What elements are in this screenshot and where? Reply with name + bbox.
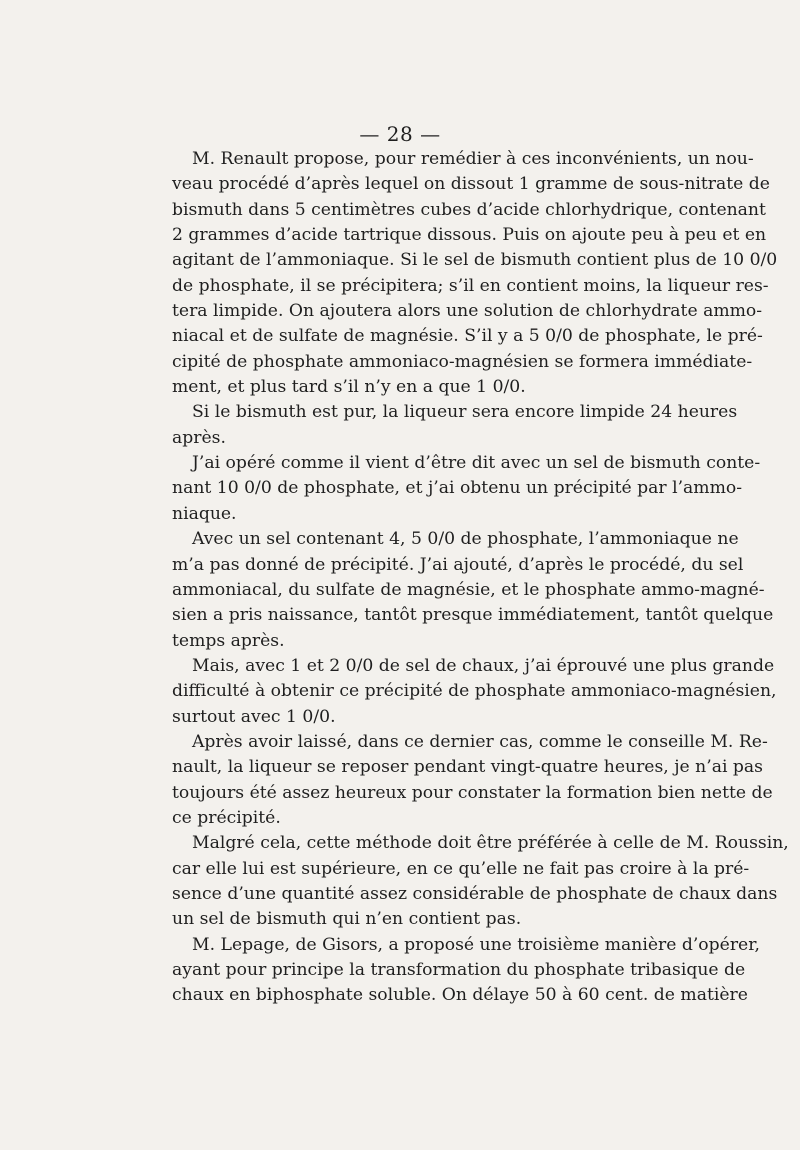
text-line: temps après. [172,630,285,651]
text-line: ce précipité. [172,807,281,828]
text-line: agitant de l’ammoniaque. Si le sel de bismuth contient plus de 10 0/0 [172,250,778,271]
text-line: toujours été assez heureux pour constater la formation bien nette de [172,782,773,803]
text-line: ment, et plus tard s’il n’y en a que 1 0/0. [172,377,526,398]
text-line: sence d’une quantité assez considérable de phosphate de chaux dans [172,883,778,904]
text-line: niacal et de sulfate de magnésie. S’il y a 5 0/0 de phosphate, le pré- [172,326,763,347]
text-line: un sel de bismuth qui n’en contient pas. [172,909,522,930]
text-line: bismuth dans 5 centimètres cubes d’acide chlorhydrique, contenant [172,199,766,220]
text-line: après. [172,427,226,448]
text-line: veau procédé d’après lequel on dissout 1 gramme de sous-nitrate de [172,174,770,195]
text-line: nant 10 0/0 de phosphate, et j’ai obtenu un précipité par l’ammo- [172,478,743,499]
text-line: surtout avec 1 0/0. [172,706,336,727]
text-line: nault, la liqueur se reposer pendant vingt-quatre heures, je n’ai pas [172,757,763,778]
text-line: M. Renault propose, pour remédier à ces inconvénients, un nou- [192,149,754,169]
text-line: J’ai opéré comme il vient d’être dit avec un sel de bismuth conte- [192,453,761,474]
text-line: cipité de phosphate ammoniaco-magnésien se formera immédiate- [172,351,753,372]
text-line: difficulté à obtenir ce précipité de phosphate ammoniaco-magnésien, [172,681,777,702]
text-line: chaux en biphosphate soluble. On délaye 50 à 60 cent. de matière [172,985,748,1006]
text-line: niaque. [172,503,237,524]
text-line: Malgré cela, cette méthode doit être préférée à celle de M. Roussin, [192,833,789,854]
body-text [172,147,789,1009]
text-line: m’a pas donné de précipité. J’ai ajouté, d’après le procédé, du sel [172,554,744,575]
text-line: ayant pour principe la transformation du phosphate tribasique de [172,960,746,980]
text-line: Si le bismuth est pur, la liqueur sera encore limpide 24 heures [192,402,738,423]
text-line: sien a pris naissance, tantôt presque immédiatement, tantôt quelque [172,605,774,626]
text-line: Mais, avec 1 et 2 0/0 de sel de chaux, j’ai éprouvé une plus grande [192,655,775,676]
text-line: M. Lepage, de Gisors, a proposé une troisième manière d’opérer, [192,934,761,955]
text-line: de phosphate, il se précipitera; s’il en contient moins, la liqueur res- [172,275,769,296]
text-line: ammoniacal, du sulfate de magnésie, et le phosphate ammo-magné- [172,579,765,600]
text-line: car elle lui est supérieure, en ce qu’elle ne fait pas croire à la pré- [172,858,750,879]
page-number: — 28 — [359,122,441,146]
text-line: tera limpide. On ajoutera alors une solution de chlorhydrate ammo- [172,301,763,322]
text-line: Avec un sel contenant 4, 5 0/0 de phosphate, l’ammoniaque ne [192,529,739,550]
text-line: 2 grammes d’acide tartrique dissous. Puis on ajoute peu à peu et en [172,225,767,246]
text-line: Après avoir laissé, dans ce dernier cas, comme le conseille M. Re- [192,731,768,752]
